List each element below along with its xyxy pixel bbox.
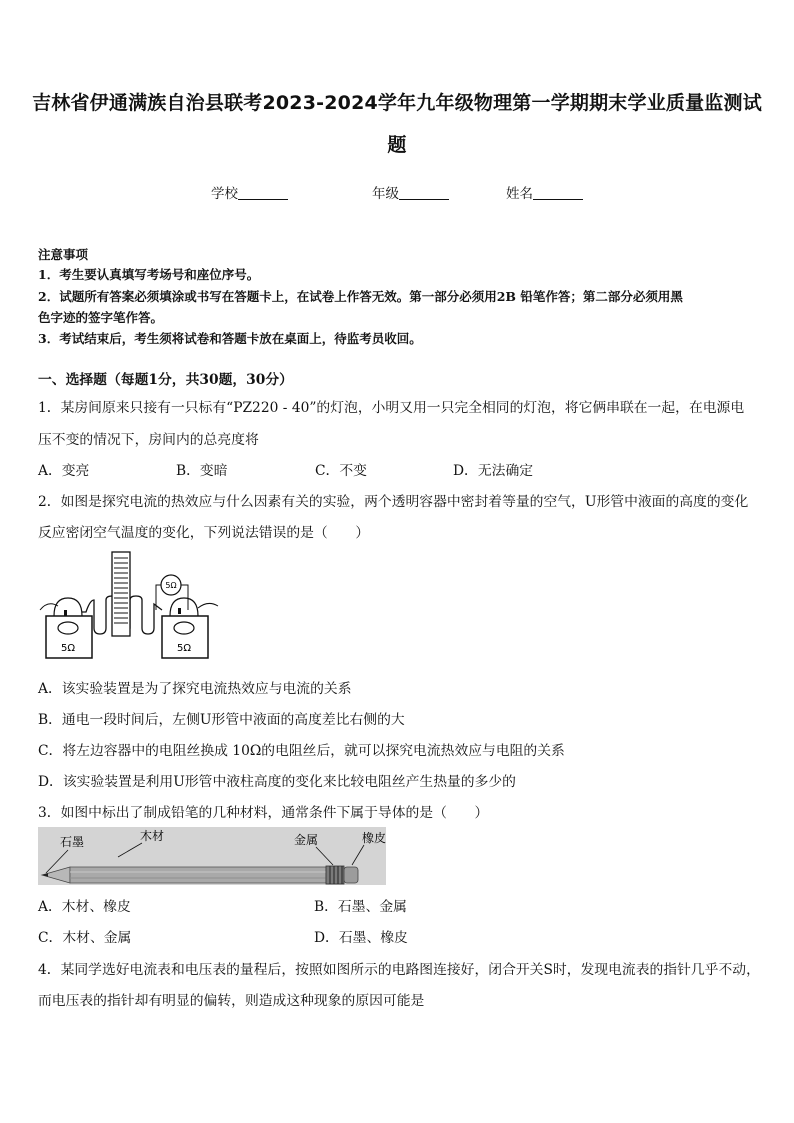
notice-item: 2．试题所有答案必须填涂或书写在答题卡上，在试卷上作答无效。第一部分必须用2B 铅笔作答；第二部分必须用黑 <box>38 289 683 304</box>
q3-stem-line1: 3．如图中标出了制成铅笔的几种材料，通常条件下属于导体的是（ ） <box>38 805 489 821</box>
q1-stem-line2: 压不变的情况下，房间内的总亮度将 <box>38 432 259 448</box>
q2-option-b[interactable]: B．通电一段时间后，左侧U形管中液面的高度差比右侧的大 <box>38 712 405 728</box>
top-resistor-label: 5Ω <box>165 581 177 590</box>
grade-label: 年级 <box>372 186 399 202</box>
name-field[interactable] <box>506 182 583 202</box>
q1-option-c[interactable]: C．不变 <box>315 463 367 479</box>
q2-option-a[interactable]: A．该实验装置是为了探究电流热效应与电流的关系 <box>38 681 352 697</box>
left-resistor-label: 5Ω <box>60 643 76 654</box>
q3-option-d[interactable]: D．石墨、橡皮 <box>314 930 408 946</box>
q3-option-a[interactable]: A．木材、橡皮 <box>38 899 131 915</box>
name-label: 姓名 <box>506 186 533 202</box>
q3-option-b[interactable]: B．石墨、金属 <box>314 899 407 915</box>
school-field[interactable] <box>211 182 288 202</box>
grade-field[interactable] <box>372 182 449 202</box>
notice-item: 1．考生要认真填写考场号和座位序号。 <box>38 267 260 282</box>
label-metal: 金属 <box>294 833 319 847</box>
label-wood: 木材 <box>140 829 165 843</box>
grade-blank[interactable] <box>399 185 449 200</box>
q1-stem-line1: 1．某房间原来只接有一只标有“PZ220 - 40”的灯泡，小明又用一只完全相同的灯泡，将它俩串联在一起，在电源电 <box>38 400 745 416</box>
notice-heading: 注意事项 <box>38 247 89 262</box>
q1-option-a[interactable]: A．变亮 <box>38 463 90 479</box>
q2-stem-line1: 2．如图是探究电流的热效应与什么因素有关的实验，两个透明容器中密封着等量的空气，U形管中液面的高度的变化 <box>38 494 749 510</box>
q1-option-b[interactable]: B．变暗 <box>176 463 228 479</box>
q2-option-c[interactable]: C．将左边容器中的电阻丝换成 10Ω的电阻丝后，就可以探究电流热效应与电阻的关系 <box>38 743 565 759</box>
q4-stem-line1: 4．某同学选好电流表和电压表的量程后，按照如图所示的电路图连接好，闭合开关S时，发现电流表的指针几乎不动， <box>38 962 760 978</box>
page-title-continued: 题 <box>387 134 407 156</box>
section-heading: 一、选择题（每题1分，共30题，30分） <box>38 372 293 388</box>
right-resistor-coil <box>174 622 194 634</box>
q1-option-d[interactable]: D．无法确定 <box>453 463 534 479</box>
school-label: 学校 <box>211 186 238 202</box>
label-eraser: 橡皮 <box>362 831 386 845</box>
q2-option-d[interactable]: D．该实验装置是利用U形管中液柱高度的变化来比较电阻丝产生热量的多少的 <box>38 774 516 790</box>
pencil-metal-ferrule <box>326 866 344 884</box>
notice-item: 3．考试结束后，考生须将试卷和答题卡放在桌面上，待监考员收回。 <box>38 331 422 346</box>
school-blank[interactable] <box>238 185 288 200</box>
joule-heating-apparatus-figure <box>38 548 220 662</box>
notice-item: 色字迹的签字笔作答。 <box>38 310 164 325</box>
name-blank[interactable] <box>533 185 583 200</box>
label-graphite: 石墨 <box>60 835 85 849</box>
left-resistor-coil <box>58 622 78 634</box>
page-title: 吉林省伊通满族自治县联考2023-2024学年九年级物理第一学期期末学业质量监测试 <box>32 92 762 114</box>
pencil-wood-body <box>70 867 326 883</box>
pencil-eraser <box>344 867 358 883</box>
q2-stem-line2: 反应密闭空气温度的变化，下列说法错误的是（ ） <box>38 525 370 541</box>
q3-option-c[interactable]: C．木材、金属 <box>38 930 132 946</box>
right-resistor-label: 5Ω <box>176 643 192 654</box>
pencil-figure <box>38 827 386 885</box>
q4-stem-line2: 而电压表的指针却有明显的偏转，则造成这种现象的原因可能是 <box>38 993 425 1009</box>
